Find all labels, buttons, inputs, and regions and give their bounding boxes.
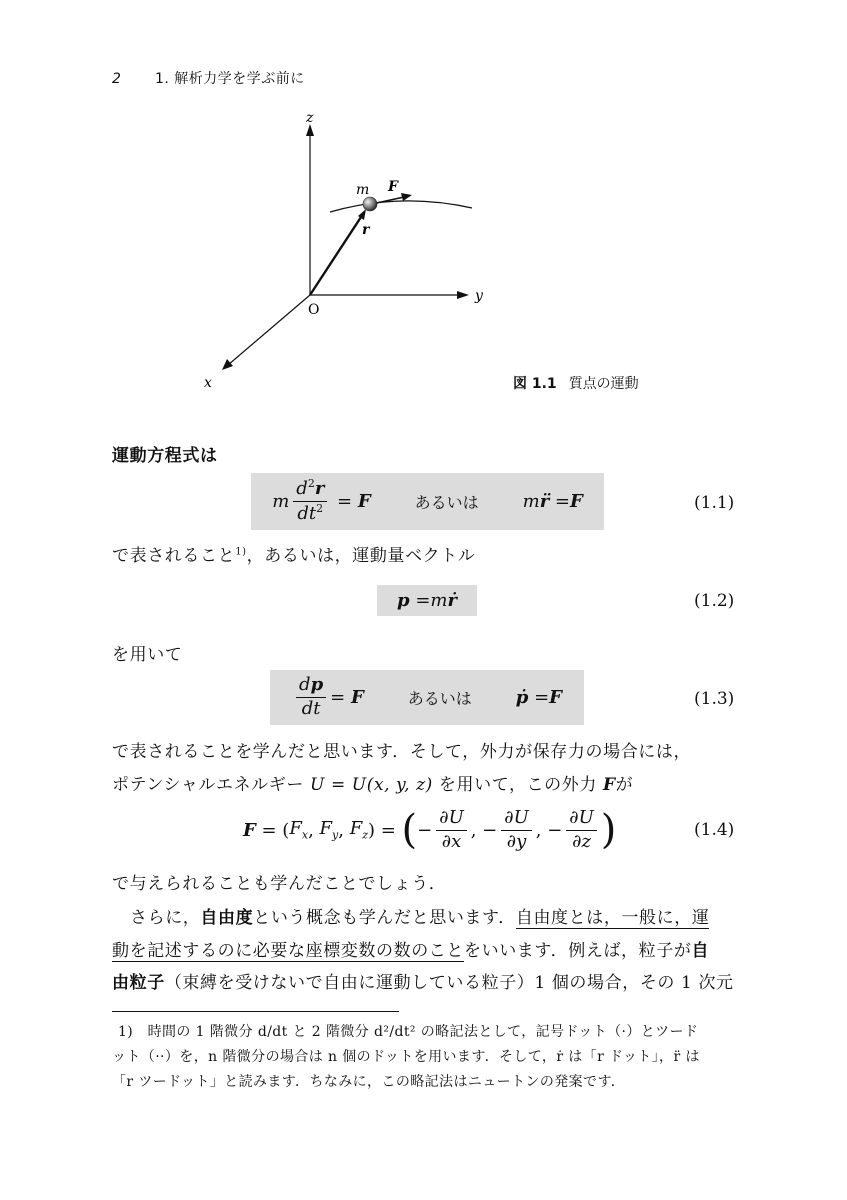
caption-text: 質点の運動: [568, 376, 639, 392]
potential-expression: U = U(x, y, z): [310, 775, 433, 795]
text-span: が: [615, 775, 634, 795]
position-vector: [310, 214, 363, 295]
running-header: [112, 68, 305, 88]
equation-1-1-or: あるいは: [414, 493, 479, 512]
term-free-particle: 由粒子: [112, 973, 165, 993]
text-span: ，あるいは，運動量ベクトル: [246, 546, 476, 566]
equation-1-1-number: (1.1): [694, 493, 735, 513]
equation-1-3: $\frac{dp}{dt}$ = F あるいは ṗ = F: [270, 670, 584, 725]
page-number: 2: [112, 71, 122, 87]
text-span: を用いて，この外力: [438, 775, 597, 795]
footnote-line-1: 1) 時間の 1 階微分 d/dt と 2 階微分 d²/dt² の略記法として，記号ドット（·）とツード: [118, 1024, 699, 1040]
paragraph-conservative-line1: で表されることを学んだと思います．そして，外力が保存力の場合には，: [112, 742, 692, 762]
figure-caption: [513, 373, 639, 393]
caption-label: 図 1.1: [513, 376, 557, 392]
equation-1-3-number: (1.3): [694, 689, 735, 709]
text-span: で表されること: [112, 546, 236, 566]
x-axis-label: x: [204, 375, 212, 391]
term-free-particle: 自: [691, 941, 710, 961]
position-label: r: [362, 222, 370, 238]
mass-label: m: [356, 182, 370, 198]
equation-1-4-number: (1.4): [694, 820, 735, 840]
y-axis-label: y: [475, 288, 483, 304]
x-axis-line: [228, 295, 310, 365]
x-axis-arrowhead: [222, 359, 233, 370]
text-span: をいいます．例えば，粒子が: [464, 941, 692, 961]
z-axis-label: z: [306, 110, 314, 126]
trajectory-curve: [330, 201, 472, 212]
figure-particle-motion: [190, 108, 500, 398]
force-label: F: [388, 179, 398, 195]
paragraph-dof-line2: [112, 936, 709, 961]
equation-1-1: m $\frac{d^2r}{dt^2}$ = F あるいは m r̈ = F: [251, 473, 604, 530]
underlined-definition: 自由度とは，一般に，運: [515, 908, 710, 928]
paragraph-dof-line1: [112, 903, 709, 928]
text-span: さらに，: [130, 908, 201, 928]
text-span: （束縛を受けないで自由に運動している粒子）1 個の場合，その 1 次元: [164, 973, 734, 993]
text-span: ポテンシャルエネルギー: [112, 775, 304, 795]
footnote-line-2: ット（··）を，n 階微分の場合は n 個のドットを用います．そして，ṙ は「r ドット」，r̈ は: [112, 1049, 700, 1065]
y-axis-arrowhead: [457, 291, 469, 299]
equation-intro: 運動方程式は: [112, 446, 218, 466]
particle: [363, 197, 377, 211]
text-span: という概念も学んだと思います．: [253, 908, 516, 928]
chapter-title: 1. 解析力学を学ぶ前に: [154, 71, 305, 87]
term-degrees-of-freedom: 自由度: [200, 908, 254, 928]
equation-1-2-number: (1.2): [694, 591, 735, 611]
paragraph-conservative-line2: ポテンシャルエネルギー U = U(x, y, z) を用いて，この外力 Fが: [112, 775, 634, 795]
footnote-line-3: 「r ツードット」と読みます．ちなみに，この略記法はニュートンの発案です．: [112, 1074, 626, 1090]
origin-label: O: [308, 302, 320, 318]
underlined-definition: 動を記述するのに必要な座標変数の数のこと: [112, 941, 464, 961]
equation-1-3-or: あるいは: [407, 689, 472, 708]
equation-1-2: p = m ṙ: [377, 585, 477, 616]
equation-1-4: F = ( $F_x$ , $F_y$ , $F_z$ ) = ( − $\frac{\partial U}{\partial x}$ , − $\frac{\partial U}{\partial y}$ , − $\frac{\partial U}{\partial z}$ ): [243, 806, 617, 853]
paragraph-dof-line3: [112, 968, 734, 993]
paragraph-given: で与えられることも学んだことでしょう．: [112, 874, 447, 894]
footnote-rule: [112, 1011, 399, 1012]
footnote-marker: 1): [235, 546, 247, 558]
paragraph-momentum-intro: [112, 541, 475, 566]
paragraph-using: を用いて: [112, 645, 183, 665]
force-vector-arrowhead: [401, 193, 412, 201]
